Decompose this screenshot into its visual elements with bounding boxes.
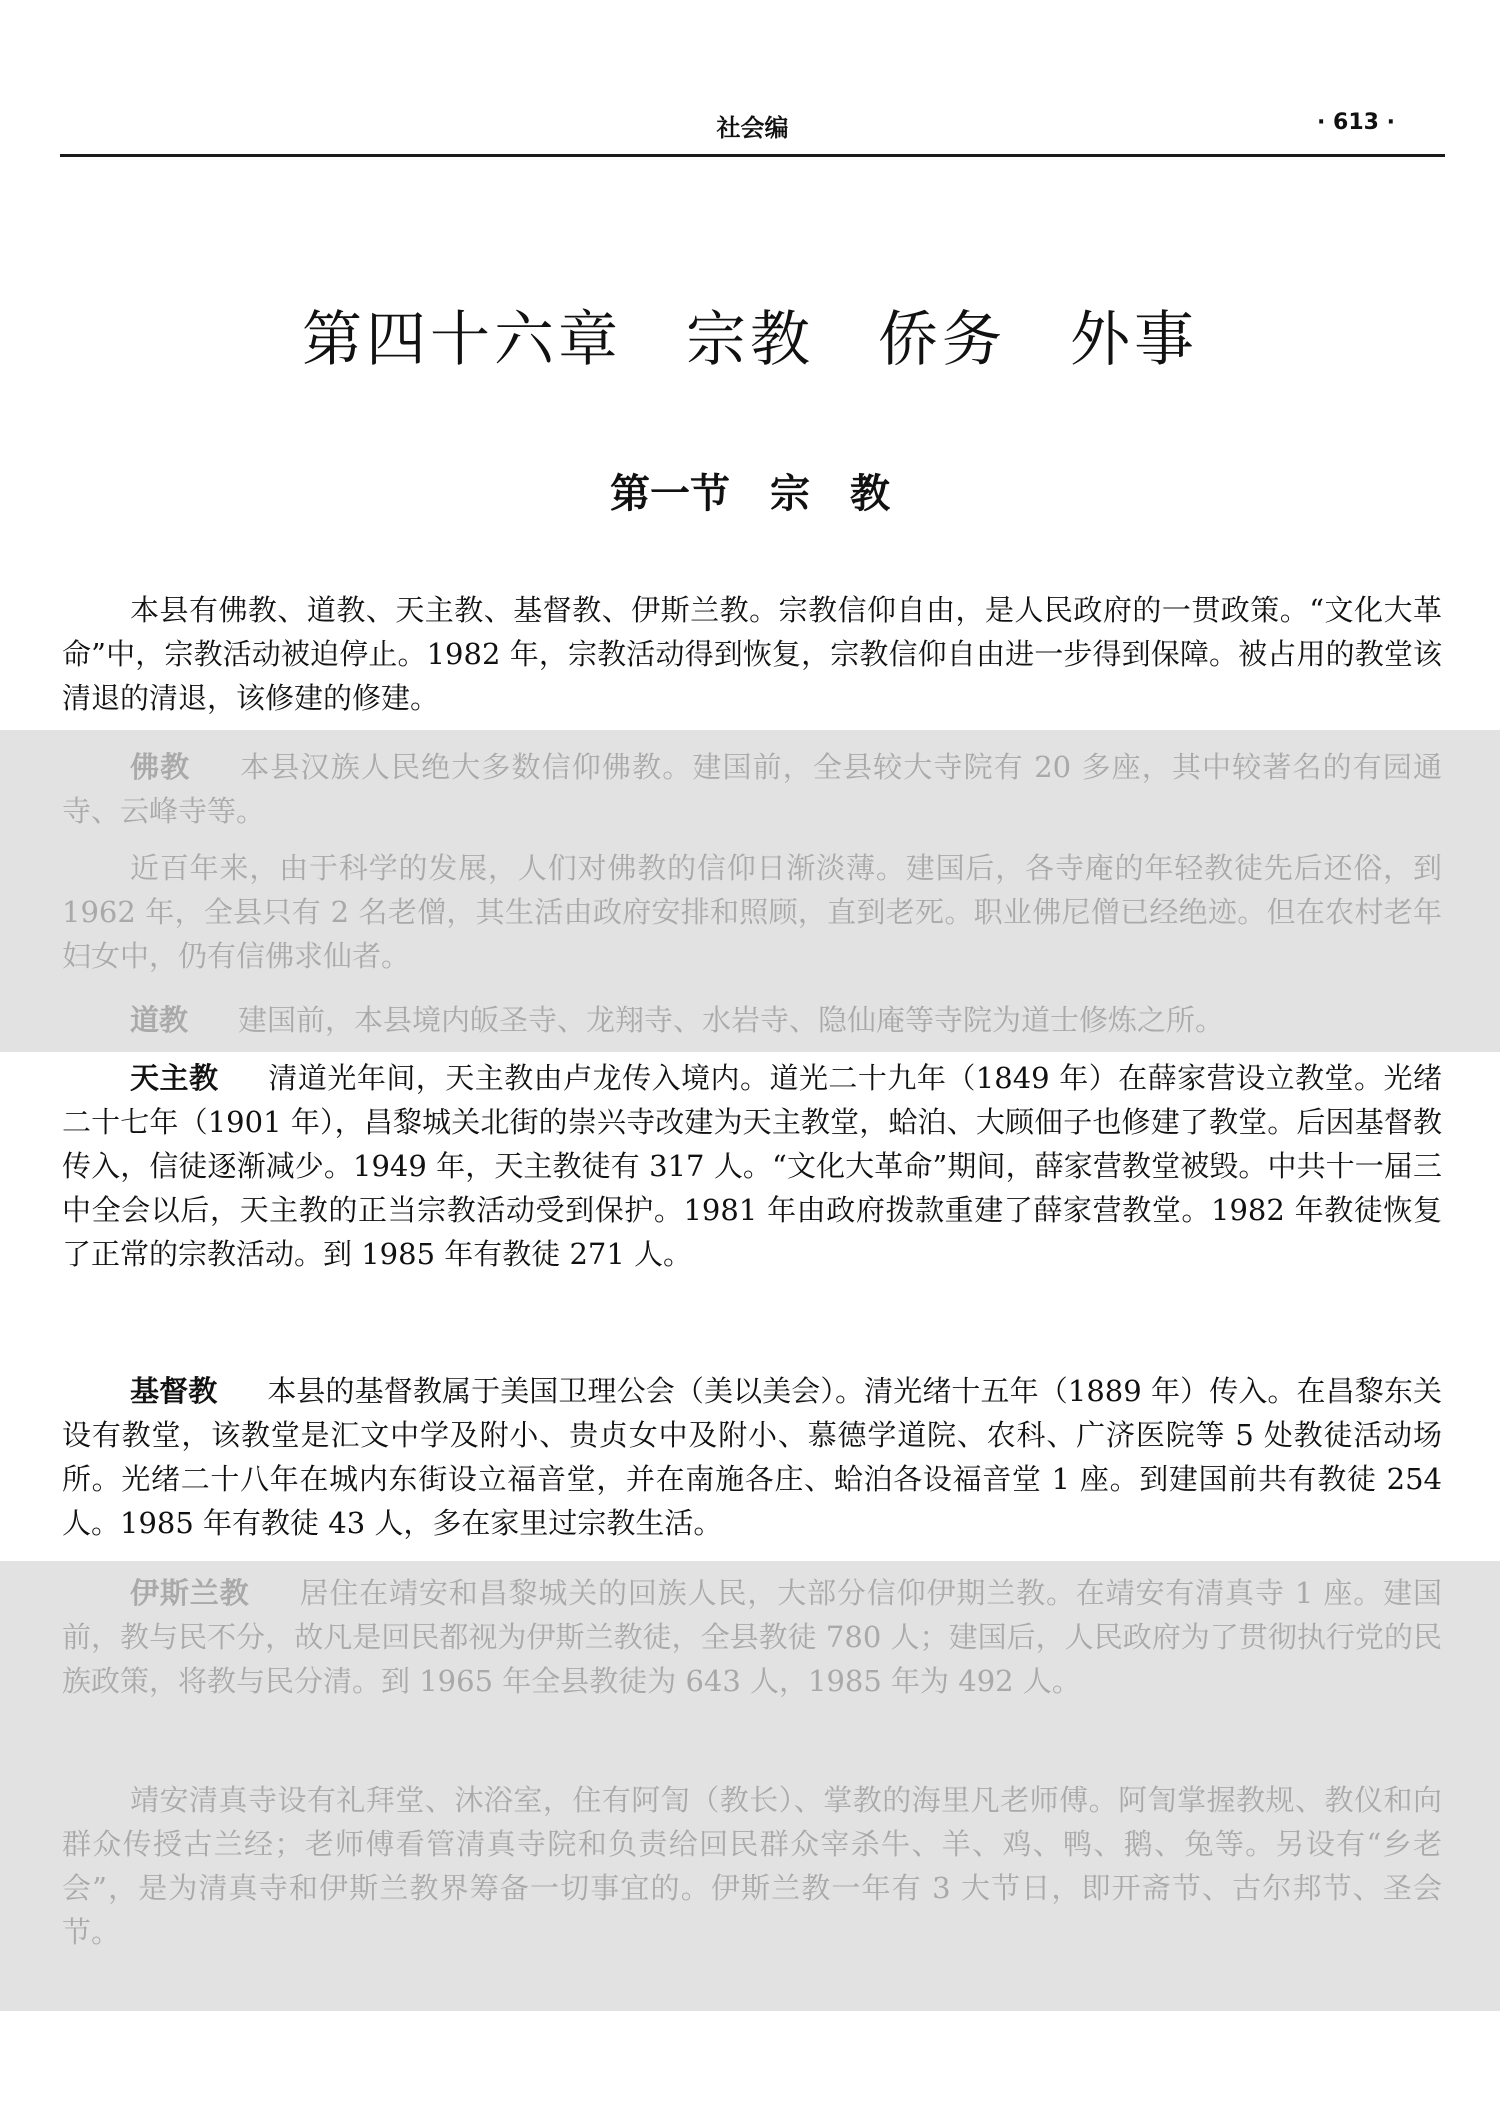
paragraph-text: 清道光年间，天主教由卢龙传入境内。道光二十九年（1849 年）在薛家营设立教堂。光绪二十七年（1901 年），昌黎城关北街的崇兴寺改建为天主教堂，蛤泊、大顾佃子也修建了教堂。后因基督教传入，信徒逐渐减少。1949 年，天主教徒有 317 人。“文化大革命”期间，薛家营教堂被毁。中共十一届三中全会以后，天主教的正当宗教活动受到保护。1981 年由政府拨款重建了薛家营教堂。1982 年教徒恢复了正常的宗教活动。到 1985 年有教徒 271 人。 (62, 1061, 1442, 1271)
paragraph-text: 居住在靖安和昌黎城关的回族人民，大部分信仰伊期兰教。在靖安有清真寺 1 座。建国前，教与民不分，故凡是回民都视为伊斯兰教徒，全县教徒 780 人；建国后，人民政府为了贯彻执行党的民族政策，将教与民分清。到 1965 年全县教徒为 643 人，1985 年为 492 人。 (62, 1576, 1442, 1698)
section-title: 第一节 宗 教 (610, 471, 890, 517)
page-number: · 613 · (1317, 110, 1395, 135)
paragraph-catholicism (62, 1056, 1442, 1276)
paragraph-lead-catholicism: 天主教 (130, 1061, 219, 1095)
paragraph-text: 建国前，本县境内皈圣寺、龙翔寺、水岩寺、隐仙庵等寺院为道士修炼之所。 (238, 1003, 1225, 1037)
paragraph-text: 本县汉族人民绝大多数信仰佛教。建国前，全县较大寺院有 20 多座，其中较著名的有园通寺、云峰寺等。 (62, 750, 1442, 828)
paragraph-lead-taoism: 道教 (130, 1003, 189, 1037)
paragraph-text: 本县有佛教、道教、天主教、基督教、伊斯兰教。宗教信仰自由，是人民政府的一贯政策。“文化大革命”中，宗教活动被迫停止。1982 年，宗教活动得到恢复，宗教信仰自由进一步得到保障。被占用的教堂该清退的清退，该修建的修建。 (62, 593, 1442, 715)
paragraph-lead-buddhism: 佛教 (130, 750, 191, 784)
paragraph-text: 本县的基督教属于美国卫理公会（美以美会）。清光绪十五年（1889 年）传入。在昌黎东关设有教堂，该教堂是汇文中学及附小、贵贞女中及附小、慕德学道院、农科、广济医院等 5 处教徒活动场所。光绪二十八年在城内东街设立福音堂，并在南施各庄、蛤泊各设福音堂 1 座。到建国前共有教徒 254 人。1985 年有教徒 43 人，多在家里过宗教生活。 (62, 1374, 1442, 1540)
paragraph-buddhism (62, 745, 1442, 833)
paragraph-text: 靖安清真寺设有礼拜堂、沐浴室，住有阿訇（教长）、掌教的海里凡老师傅。阿訇掌握教规、教仪和向群众传授古兰经；老师傅看管清真寺院和负责给回民群众宰杀牛、羊、鸡、鸭、鹅、兔等。另设有“乡老会”，是为清真寺和伊斯兰教界筹备一切事宜的。伊斯兰教一年有 3 大节日，即开斋节、古尔邦节、圣会节。 (62, 1783, 1442, 1949)
paragraph-intro (62, 588, 1442, 720)
paragraph-taoism (62, 998, 1442, 1042)
running-header (60, 100, 1445, 157)
paragraph-mosque (62, 1778, 1442, 1954)
chapter-title: 第四十六章 宗教 侨务 外事 (302, 305, 1198, 375)
paragraph-christianity (62, 1369, 1442, 1545)
paragraph-islam (62, 1571, 1442, 1703)
paragraph-text: 近百年来，由于科学的发展，人们对佛教的信仰日渐淡薄。建国后，各寺庵的年轻教徒先后还俗，到 1962 年，全县只有 2 名老僧，其生活由政府安排和照顾，直到老死。职业佛尼僧已经绝迹。但在农村老年妇女中，仍有信佛求仙者。 (62, 851, 1442, 973)
paragraph-lead-islam: 伊斯兰教 (130, 1576, 250, 1610)
header-section-name: 社会编 (716, 114, 789, 142)
paragraph-lead-christianity: 基督教 (130, 1374, 218, 1408)
paragraph-buddhism-decline (62, 846, 1442, 978)
